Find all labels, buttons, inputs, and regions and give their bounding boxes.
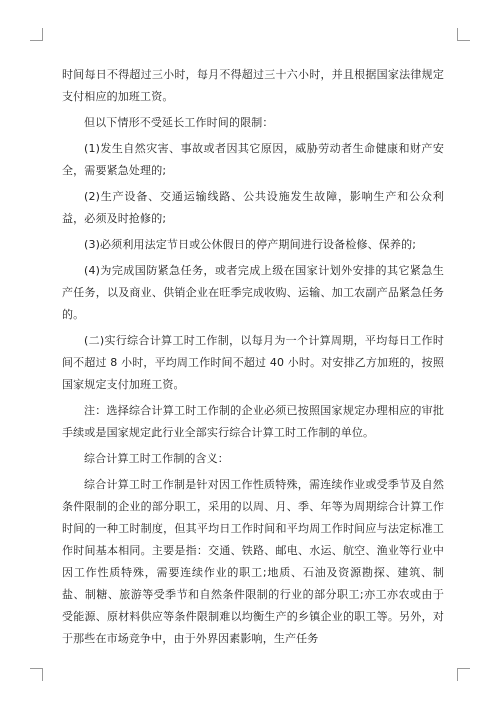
crop-mark-bottom-left [30, 668, 43, 681]
crop-mark-top-left [30, 28, 43, 41]
paragraph: 综合计算工时工作制的含义： [84, 452, 229, 465]
paragraph: 综合计算工时工作制是针对因工作性质特殊，需连续作业或受季节及自然条件限制的企业的部分职工，采用的以周、月、季、年等为周期综合计算工作时间的一种工时制度，但其平均日工作时间和平均周工作时间应与法定标准工作时间基本相同。主要是指：交通、铁路、邮电、水运、航空、渔业等行业中因工作性质特殊，需要连续作业的职工;地质、石油及资源勘探、建筑、制盐、制糖、旅游等受季节和自然条件限制的行业的部分职工;亦工亦农或由于受能源、原材料供应等条件限制难以均衡生产的乡镇企业的职工等。另外，对于那些在市场竞争中，由于外界因素影响，生产任务 [62, 478, 444, 645]
paragraph: (2)生产设备、交通运输线路、公共设施发生故障，影响生产和公众利益，必须及时抢修的; [62, 190, 444, 225]
paragraph: 但以下情形不受延长工作时间的限制： [84, 116, 274, 129]
paragraph: (1)发生自然灾害、事故或者因其它原因，威胁劳动者生命健康和财产安全，需要紧急处理的; [62, 142, 444, 177]
document-body [62, 64, 444, 654]
paragraph: (二)实行综合计算工时工作制，以每月为一个计算周期，平均每日工作时间不超过 8 小时，平均周工作时间不超过 40 小时。对安排乙方加班的，按照国家规定支付加班工资。 [62, 334, 444, 391]
crop-mark-bottom-right [457, 668, 470, 681]
paragraph: 注：选择综合计算工时工作制的企业必须已按照国家规定办理相应的审批手续或是国家规定此行业全部实行综合计算工时工作制的单位。 [62, 404, 444, 439]
paragraph: (4)为完成国防紧急任务，或者完成上级在国家计划外安排的其它紧急生产任务，以及商业、供销企业在旺季完成收购、运输、加工农副产品紧急任务的。 [62, 264, 444, 321]
paragraph: 时间每日不得超过三小时，每月不得超过三十六小时，并且根据国家法律规定支付相应的加班工资。 [62, 68, 444, 103]
crop-mark-top-right [457, 28, 470, 41]
paragraph: (3)必须利用法定节日或公休假日的停产期间进行设备检修、保养的; [84, 238, 417, 251]
